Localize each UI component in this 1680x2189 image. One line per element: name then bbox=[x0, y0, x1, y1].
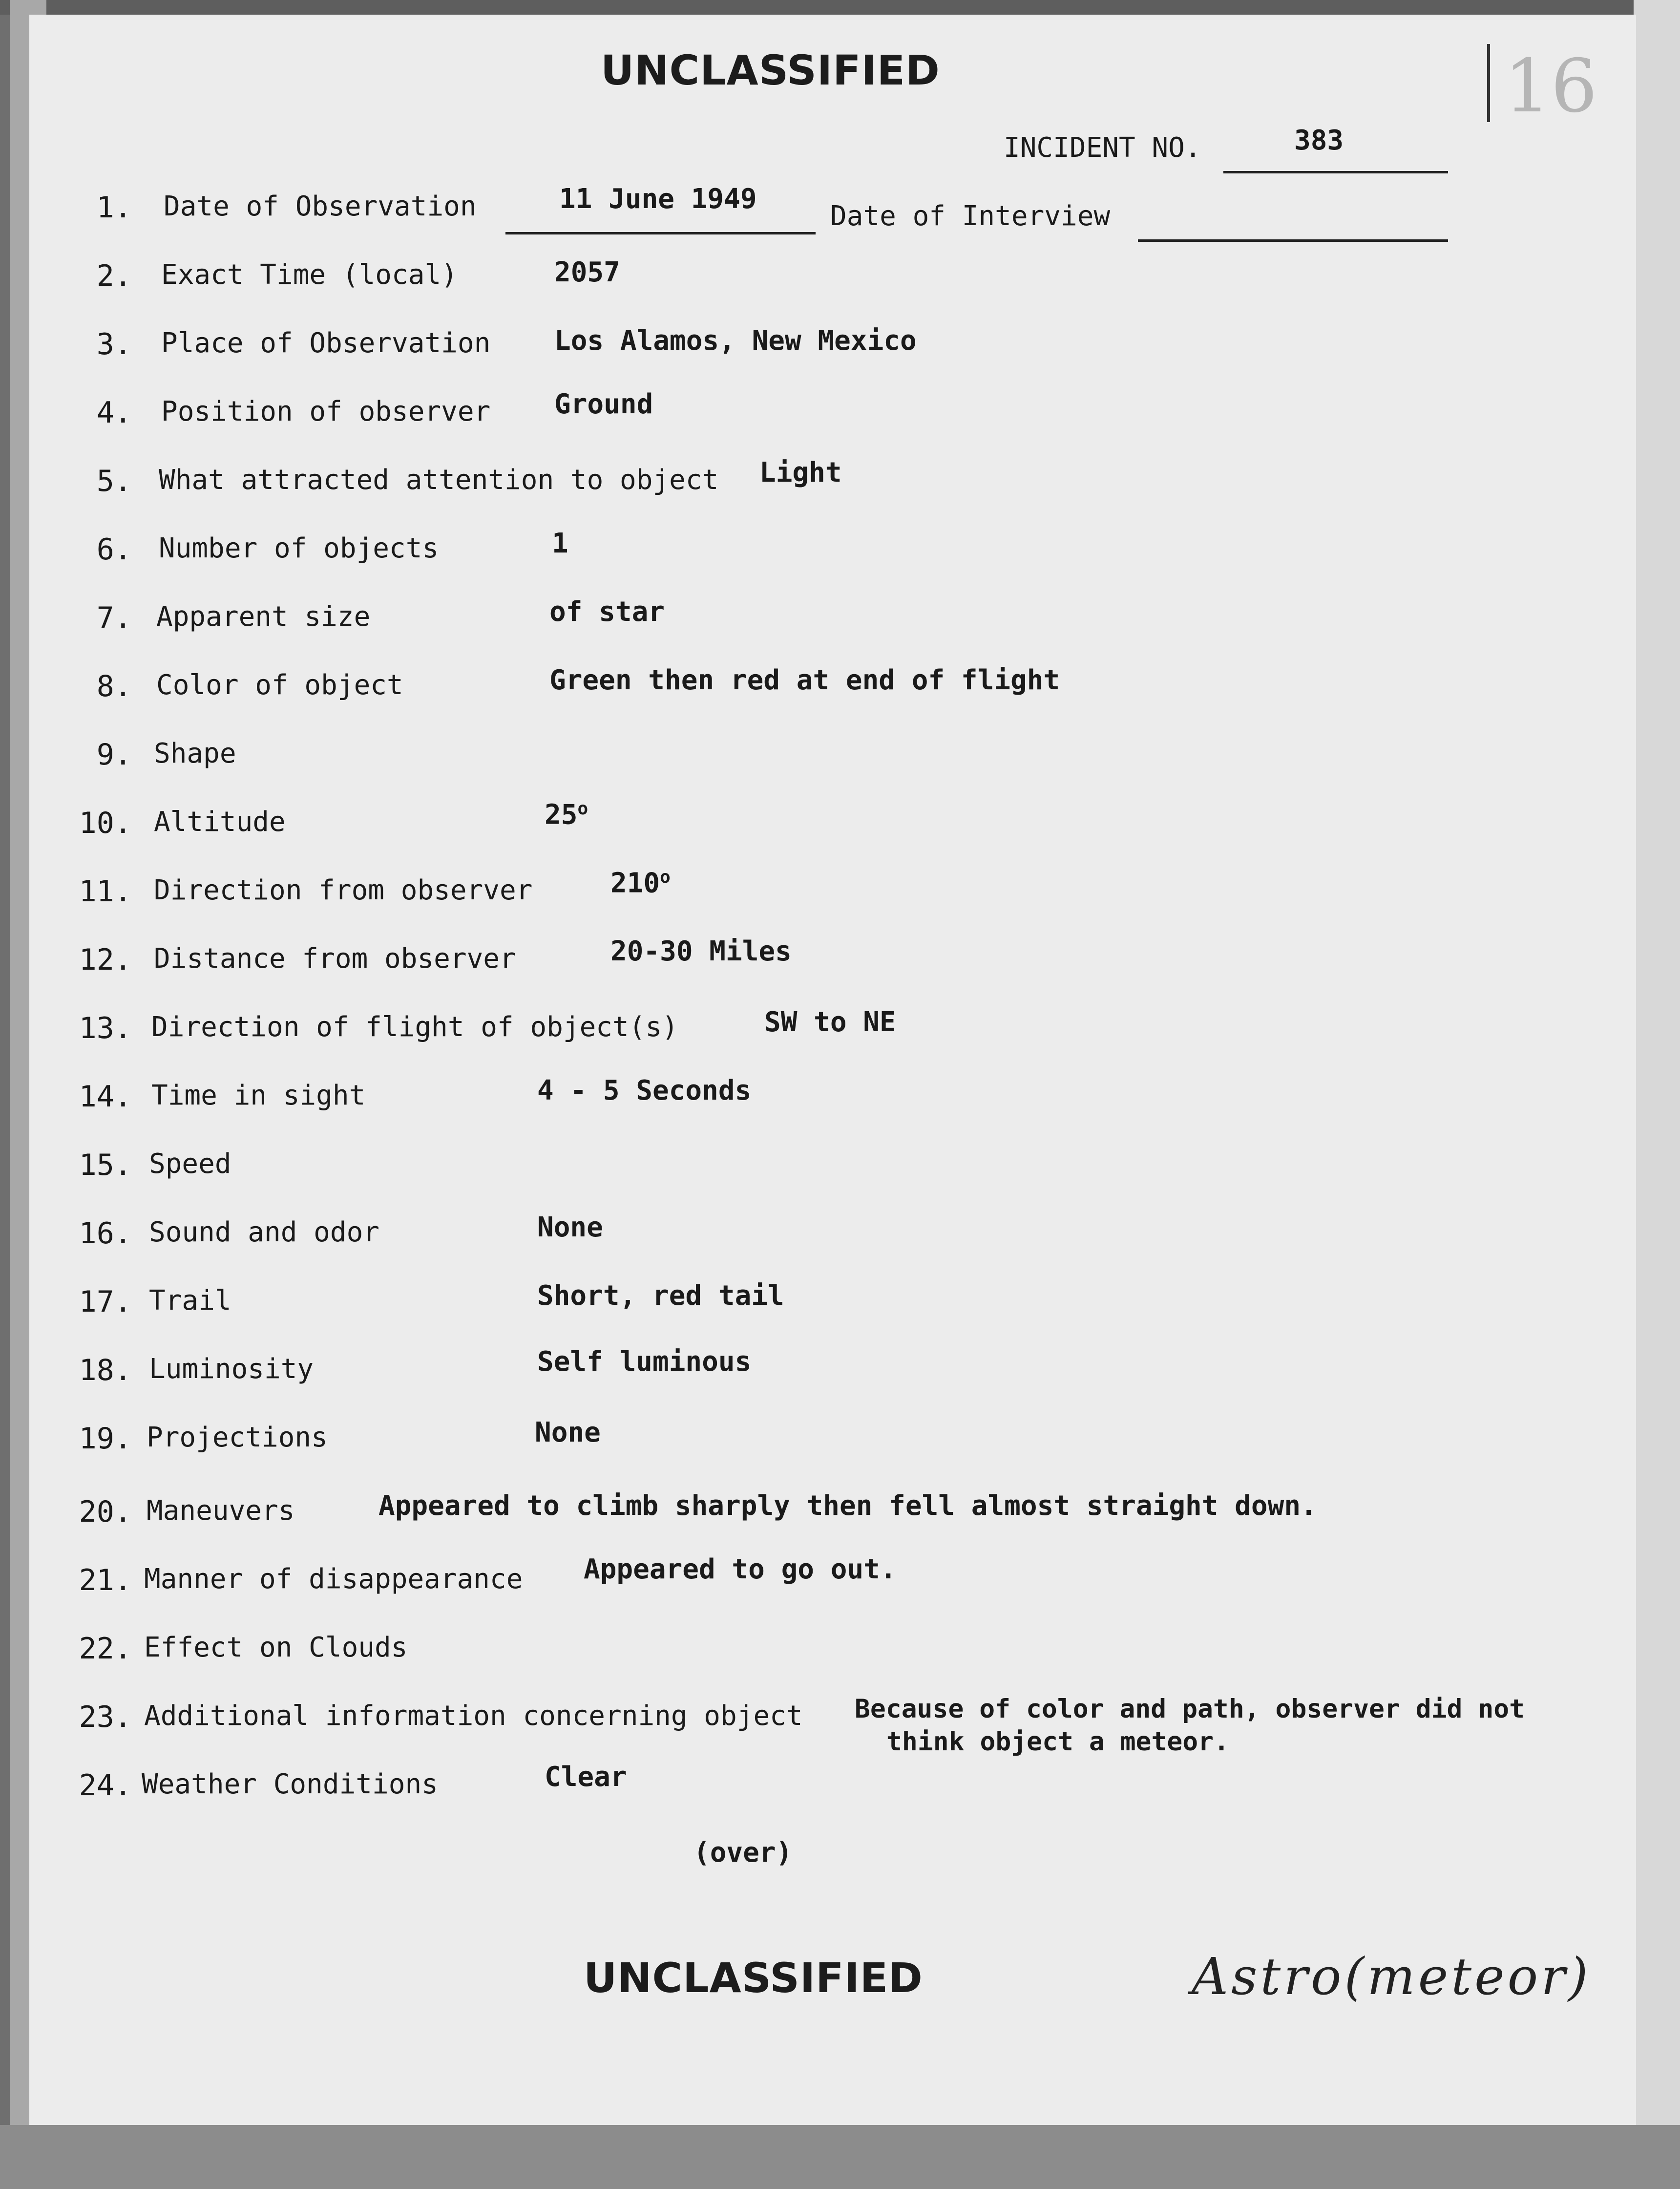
scan-border-top bbox=[0, 0, 1680, 15]
item-number: 6. bbox=[96, 532, 132, 567]
item-value: 4 - 5 Seconds bbox=[537, 1075, 752, 1106]
item-value: Los Alamos, New Mexico bbox=[554, 325, 917, 357]
item-number: 8. bbox=[96, 669, 132, 703]
item-number: 15. bbox=[79, 1148, 132, 1182]
item-label: Projections bbox=[147, 1422, 328, 1453]
item-value: of star bbox=[549, 596, 665, 628]
item-label: Additional information concerning object bbox=[144, 1700, 803, 1732]
item-label: Sound and odor bbox=[149, 1216, 380, 1248]
item-value: Light bbox=[759, 457, 842, 489]
item-number: 12. bbox=[79, 943, 132, 977]
item-value: 1 bbox=[552, 528, 568, 559]
item-number: 23. bbox=[79, 1700, 132, 1734]
item-label: Apparent size bbox=[156, 601, 371, 633]
item-value bbox=[545, 799, 588, 831]
item-value: None bbox=[537, 1211, 603, 1243]
item-label: Shape bbox=[154, 738, 236, 769]
incident-number-value: 383 bbox=[1294, 125, 1344, 156]
item-label: Position of observer bbox=[161, 396, 491, 427]
date-interview-underline bbox=[1138, 239, 1448, 242]
item-number: 4. bbox=[96, 396, 132, 430]
item-value: 11 June 1949 bbox=[559, 183, 757, 215]
degree-mark: o bbox=[577, 799, 588, 819]
item-number: 19. bbox=[79, 1422, 132, 1456]
item-number: 5. bbox=[96, 464, 132, 498]
item-label: Distance from observer bbox=[154, 943, 516, 975]
handwritten-note: Astro(meteor) bbox=[1192, 1947, 1591, 2006]
classification-header: UNCLASSIFIED bbox=[601, 46, 940, 94]
item-number: 1. bbox=[96, 191, 132, 225]
item-value: Ground bbox=[554, 388, 653, 420]
item-label: Date of Observation bbox=[164, 191, 477, 222]
item-number: 18. bbox=[79, 1353, 132, 1387]
item-number: 11. bbox=[79, 874, 132, 909]
item-label: Exact Time (local) bbox=[161, 259, 458, 291]
item-label: What attracted attention to object bbox=[159, 464, 719, 496]
item-number: 16. bbox=[79, 1216, 132, 1251]
item-label: Luminosity bbox=[149, 1353, 314, 1385]
item-number: 20. bbox=[79, 1495, 132, 1529]
incident-number-label: INCIDENT NO. bbox=[1004, 132, 1201, 164]
item-label: Color of object bbox=[156, 669, 403, 701]
item-label: Direction from observer bbox=[154, 874, 533, 906]
item-number: 2. bbox=[96, 259, 132, 293]
item-value: 2057 bbox=[554, 256, 620, 288]
item-number: 7. bbox=[96, 601, 132, 635]
value-text: 210 bbox=[610, 867, 660, 899]
item-value: SW to NE bbox=[764, 1006, 896, 1038]
item-number: 24. bbox=[79, 1768, 132, 1803]
item-value: 20-30 Miles bbox=[610, 935, 792, 967]
date-observation-underline bbox=[505, 232, 816, 234]
degree-mark: o bbox=[660, 867, 671, 887]
item-value bbox=[610, 867, 671, 899]
incident-number-underline bbox=[1223, 171, 1448, 173]
item-number: 3. bbox=[96, 327, 132, 361]
item-label: Speed bbox=[149, 1148, 231, 1180]
item-value: Appeared to climb sharply then fell almost straight down. bbox=[378, 1490, 1317, 1522]
item-number: 10. bbox=[79, 806, 132, 840]
scan-border-bottom bbox=[0, 2125, 1680, 2189]
item-label: Altitude bbox=[154, 806, 286, 838]
item-label: Place of Observation bbox=[161, 327, 491, 359]
item-number: 22. bbox=[79, 1632, 132, 1666]
item-label: Manner of disappearance bbox=[144, 1563, 523, 1595]
item-number: 13. bbox=[79, 1011, 132, 1045]
margin-page-number: 16 bbox=[1504, 44, 1597, 129]
item-label: Time in sight bbox=[151, 1080, 366, 1111]
over-note: (over) bbox=[693, 1837, 793, 1869]
item-label: Trail bbox=[149, 1285, 231, 1317]
margin-pen-mark bbox=[1487, 44, 1490, 122]
item-number: 14. bbox=[79, 1080, 132, 1114]
item-label: Effect on Clouds bbox=[144, 1632, 408, 1663]
item-number: 21. bbox=[79, 1563, 132, 1597]
item-value: Clear bbox=[545, 1761, 627, 1793]
item-value: Self luminous bbox=[537, 1346, 752, 1378]
item-number: 9. bbox=[96, 738, 132, 772]
item-value: Because of color and path, observer did not bbox=[855, 1694, 1525, 1724]
classification-footer: UNCLASSIFIED bbox=[584, 1954, 923, 2002]
item-label-secondary: Date of Interview bbox=[830, 200, 1111, 232]
item-value: Appeared to go out. bbox=[584, 1553, 897, 1585]
item-value: Short, red tail bbox=[537, 1280, 784, 1312]
item-label: Number of objects bbox=[159, 532, 439, 564]
item-label: Weather Conditions bbox=[142, 1768, 438, 1800]
item-label: Maneuvers bbox=[147, 1495, 295, 1527]
item-label: Direction of flight of object(s) bbox=[151, 1011, 678, 1043]
value-text: 25 bbox=[545, 799, 578, 831]
item-number: 17. bbox=[79, 1285, 132, 1319]
item-value: Green then red at end of flight bbox=[549, 664, 1060, 696]
item-value: None bbox=[535, 1417, 601, 1448]
scan-border-right bbox=[1634, 0, 1680, 2189]
item-value-continued: think object a meteor. bbox=[886, 1727, 1229, 1757]
